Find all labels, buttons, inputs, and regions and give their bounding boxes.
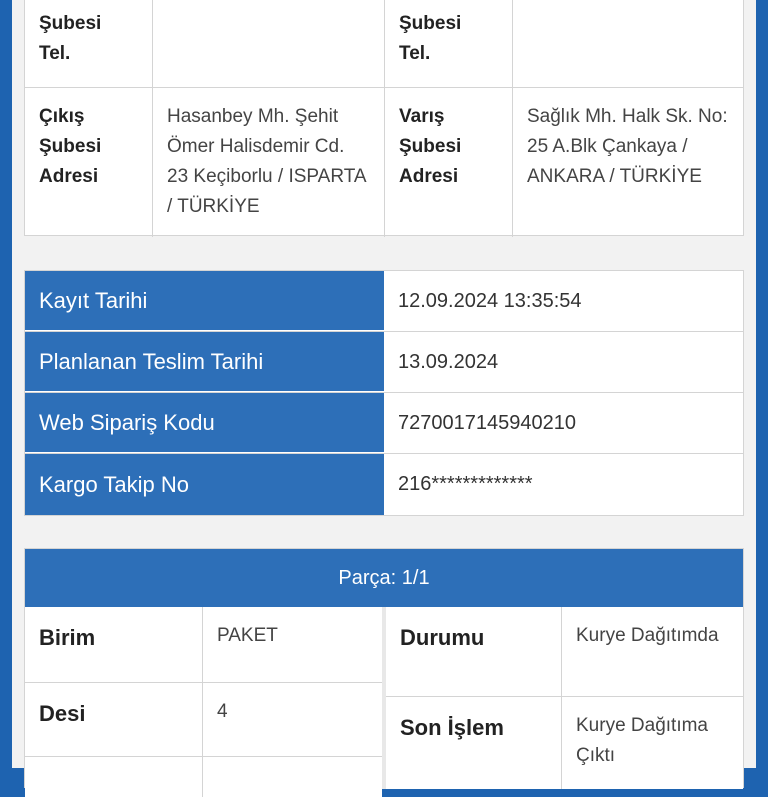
info-label: Kayıt Tarihi — [25, 271, 384, 331]
parcel-details — [25, 607, 743, 789]
parcel-value: Kurye Dağıtıma Çıktı — [576, 715, 708, 766]
branch-address-table — [25, 0, 743, 237]
origin-branch-address-label — [25, 88, 153, 237]
parcel-label: Son İşlem — [386, 697, 562, 789]
label-line: Şubesi — [39, 136, 102, 157]
parcel-value: PAKET — [217, 625, 278, 646]
label-line: Adresi — [39, 166, 99, 187]
parcel-row-unit — [25, 607, 382, 683]
parcel-label — [25, 757, 203, 797]
info-value: 216************* — [384, 454, 743, 515]
parcel-row-last-action — [386, 697, 743, 789]
info-row-registration-date — [25, 271, 743, 332]
destination-branch-phone-value — [513, 0, 743, 88]
parcel-row-status — [386, 607, 743, 697]
origin-branch-phone-value — [153, 0, 385, 88]
info-value: 13.09.2024 — [384, 332, 743, 392]
parcel-value: 4 — [217, 701, 228, 722]
parcel-value — [203, 757, 382, 797]
parcel-label: Durumu — [386, 607, 562, 696]
label-line: Tel. — [399, 43, 431, 64]
parcel-status-table — [386, 607, 743, 789]
parcel-label: Desi — [25, 683, 203, 756]
destination-branch-address-label — [385, 88, 513, 237]
label-line: Varış — [399, 106, 445, 127]
label-line: Şubesi — [399, 136, 462, 157]
info-value: 7270017145940210 — [384, 393, 743, 453]
label-line: Tel. — [39, 43, 71, 64]
parcel-label: Birim — [25, 607, 203, 682]
origin-branch-address-value: Hasanbey Mh. Şehit Ömer Halisdemir Cd. 23 Keçiborlu / ISPARTA / TÜRKİYE — [153, 88, 385, 237]
info-value: 12.09.2024 13:35:54 — [384, 271, 743, 331]
branch-address-card — [24, 0, 744, 236]
destination-branch-phone-label — [385, 0, 513, 88]
info-row-tracking-number — [25, 454, 743, 515]
label-line: Şubesi — [399, 13, 462, 34]
info-label: Kargo Takip No — [25, 454, 384, 515]
page-content — [12, 0, 756, 768]
parcel-row-empty — [25, 757, 382, 797]
label-line: Şubesi — [39, 13, 102, 34]
info-row-planned-delivery-date — [25, 332, 743, 393]
origin-branch-phone-label — [25, 0, 153, 88]
parcel-properties-table — [25, 607, 382, 797]
destination-branch-address-value: Sağlık Mh. Halk Sk. No: 25 A.Blk Çankaya / ANKARA / TÜRKİYE — [527, 106, 728, 187]
parcel-card — [24, 548, 744, 788]
parcel-row-desi — [25, 683, 382, 757]
label-line: Çıkış — [39, 106, 85, 127]
shipment-info-card — [24, 270, 744, 516]
info-label: Planlanan Teslim Tarihi — [25, 332, 384, 392]
parcel-value: Kurye Dağıtımda — [576, 625, 719, 646]
info-row-web-order-code — [25, 393, 743, 454]
parcel-header: Parça: 1/1 — [25, 549, 743, 607]
info-label: Web Sipariş Kodu — [25, 393, 384, 453]
label-line: Adresi — [399, 166, 459, 187]
